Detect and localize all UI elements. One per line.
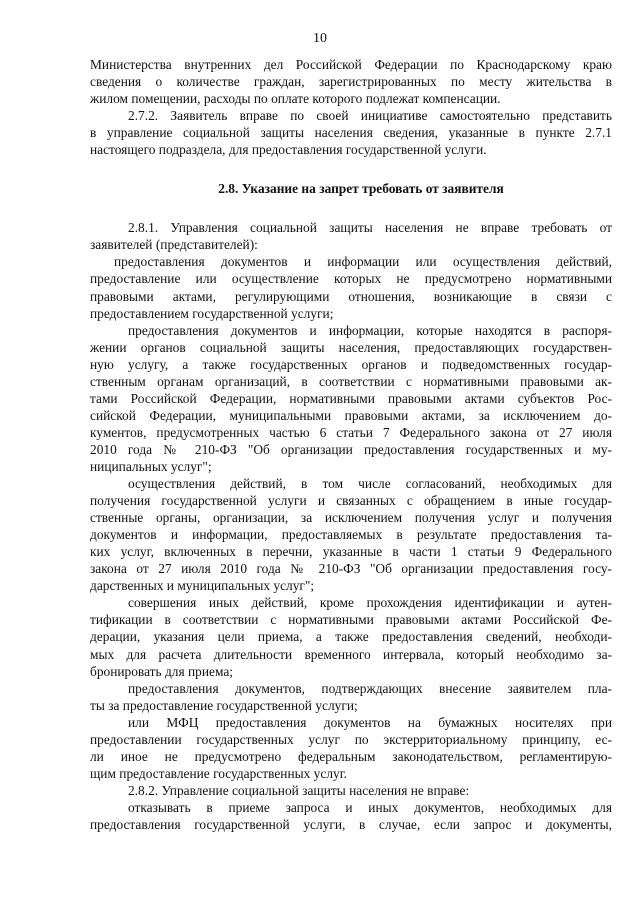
page-number: 10 (313, 31, 327, 46)
text-line: в управление социальной защиты населения сведения, указанные в пункте 2.7.1 (90, 125, 612, 141)
text-line: жилом помещении, расходы по оплате которого подлежат компенсации. (90, 91, 501, 107)
text-line: ственным органам организаций, в соответствии с нормативными правовыми ак- (90, 373, 612, 389)
text-line: предоставления документов и информации, которые находятся в распоря- (128, 322, 612, 338)
text-line: закона от 27 июля 2010 года № 210-ФЗ "Об организации предоставления госу- (90, 561, 612, 577)
text-line: осуществления действий, в том числе согласований, необходимых для (128, 476, 612, 492)
text-line: ты за предоставление государственной услуги; (90, 697, 358, 713)
text-line: кументов, предусмотренных частью 6 статьи 7 Федерального закона от 27 июля (90, 424, 612, 440)
text-line: тами Российской Федерации, нормативными правовыми актами субъектов Рос- (90, 390, 612, 406)
text-line: 2010 года № 210-ФЗ "Об организации предоставления государственных и му- (90, 441, 612, 457)
text-line: дарственных и муниципальных услуг"; (90, 578, 315, 594)
text-line: дерации, указания цели приема, а также предоставления сведений, необходи- (90, 629, 612, 645)
text-line: заявителей (представителей): (90, 237, 258, 253)
text-line: ственные органы, организации, за исключением получения услуг и получения (90, 510, 612, 526)
paragraph (90, 594, 612, 679)
text-line: или МФЦ предоставления документов на бумажных носителях при (128, 714, 612, 730)
paragraph (90, 322, 612, 475)
text-line: правовыми актами, регулирующими отношения, возникающие в связи с (90, 288, 612, 304)
text-line: предоставления документов, подтверждающих внесение заявителем пла- (128, 680, 612, 696)
text-line: ких услуг, включенных в перечни, указанные в части 1 статьи 9 Федерального (90, 544, 612, 560)
paragraph (90, 475, 612, 594)
paragraph (90, 219, 612, 253)
text-line: документов и информации, предоставляемых в результате предоставления та- (90, 527, 612, 543)
section-heading: 2.8. Указание на запрет требовать от заявителя (218, 181, 504, 197)
text-line: предоставления документов и информации или осуществления действий, (114, 254, 612, 270)
paragraph (90, 782, 612, 833)
text-line: отказывать в приеме запроса и иных документов, необходимых для (128, 799, 612, 815)
paragraph (90, 107, 612, 158)
text-line: предоставления государственной услуги, в случае, если запрос и документы, (90, 816, 612, 832)
text-line: предоставлением государственной услуги; (90, 305, 334, 321)
text-line: сведения о количестве граждан, зарегистрированных по месту жительства в (90, 74, 612, 90)
text-line: ли иное не предусмотрено федеральным законодательством, регламентирую- (90, 748, 612, 764)
text-line: тификации в соответствии с нормативными правовыми актами Российской Фе- (90, 612, 612, 628)
text-line: щим предоставление государственных услуг. (90, 765, 348, 781)
text-line: получения государственной услуги и связанных с обращением в иные государ- (90, 493, 612, 509)
text-line: бронировать для приема; (90, 663, 233, 679)
text-line: мых для расчета длительности временного интервала, который необходимо за- (90, 646, 612, 662)
text-line: ную услугу, а также государственных органов и подведомственных государ- (90, 356, 612, 372)
document-body (90, 56, 612, 833)
text-line: 2.8.2. Управление социальной защиты населения не вправе: (128, 782, 470, 798)
text-line: 2.7.2. Заявитель вправе по своей инициативе самостоятельно представить (128, 108, 612, 124)
paragraph (90, 680, 612, 714)
paragraph (90, 253, 612, 321)
text-line: совершения иных действий, кроме прохождения идентификации и аутен- (128, 595, 612, 611)
text-line: предоставление или осуществление которых не предусмотрено нормативными (90, 271, 612, 287)
text-line: жении органов социальной защиты населения, предоставляющих государствен- (90, 339, 612, 355)
text-line: 2.8.1. Управления социальной защиты населения не вправе требовать от (128, 220, 612, 236)
text-line: настоящего подраздела, для предоставления государственной услуги. (90, 142, 487, 158)
text-line: сийской Федерации, муниципальными правовыми актами, за исключением до- (90, 407, 612, 423)
paragraph (90, 56, 612, 107)
text-line: предоставлении государственных услуг по экстерриториальному принципу, ес- (90, 731, 612, 747)
text-line: Министерства внутренних дел Российской Федерации по Краснодарскому краю (90, 57, 612, 72)
paragraph (90, 714, 612, 782)
text-line: ниципальных услуг"; (90, 458, 212, 474)
